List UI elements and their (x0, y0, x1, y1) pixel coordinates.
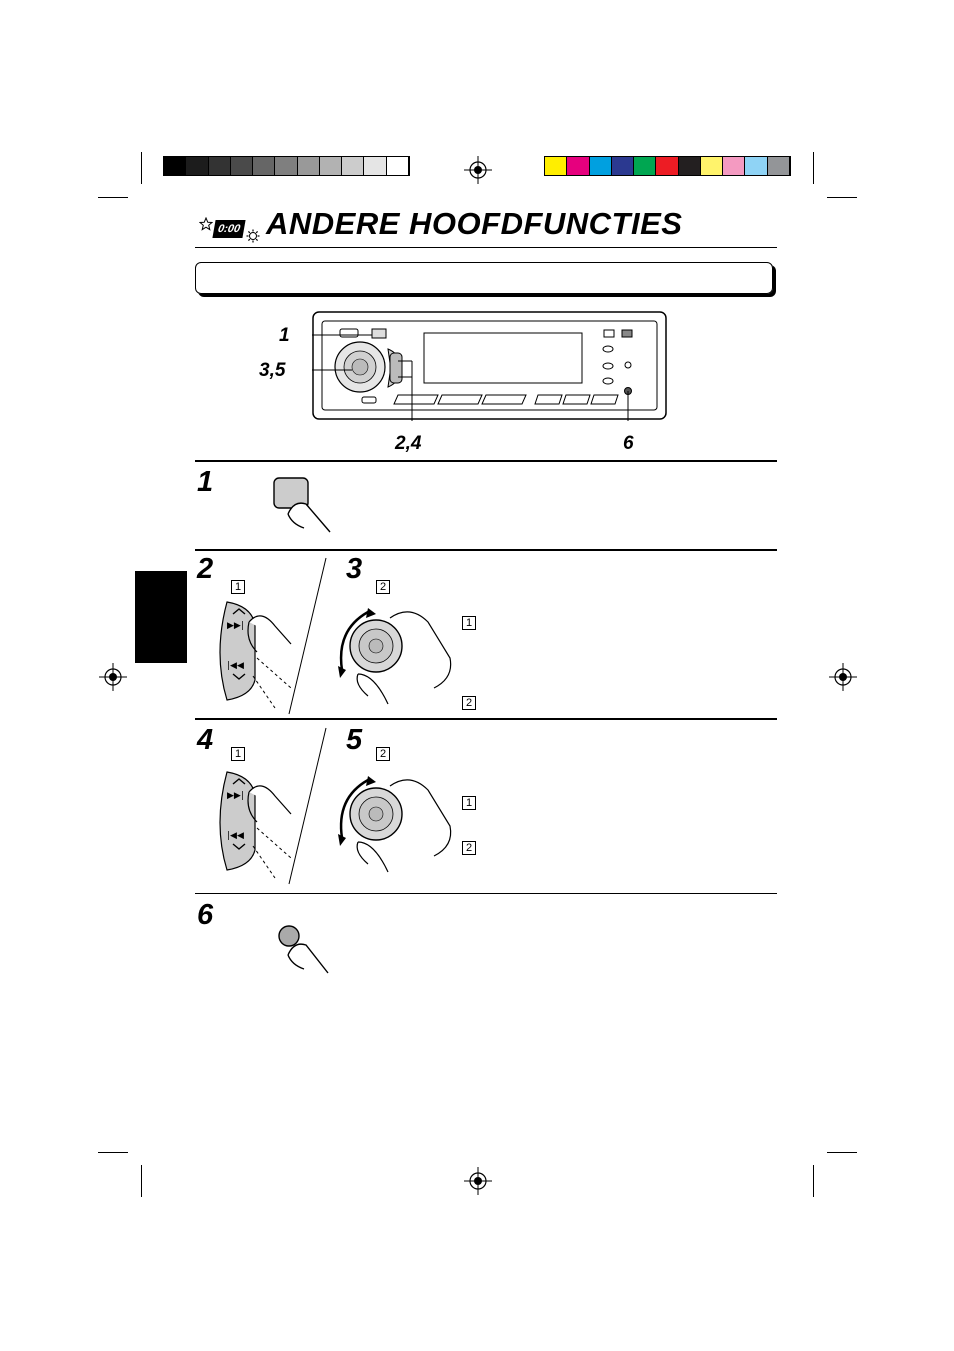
substep-box: 2 (376, 580, 390, 594)
grayscale-calibration-bar (163, 156, 410, 176)
grayscale-swatch (342, 157, 364, 175)
grayscale-swatch (387, 157, 409, 175)
star-icon (199, 217, 213, 231)
step-number-5: 5 (346, 724, 363, 756)
grayscale-swatch (298, 157, 320, 175)
step-divider (195, 460, 777, 462)
crop-mark (827, 197, 857, 198)
color-swatch (768, 157, 790, 175)
step-divider (195, 718, 777, 720)
registration-mark-icon (464, 156, 492, 184)
crop-mark (813, 152, 814, 184)
grayscale-swatch (164, 157, 186, 175)
clock-display-icon: 0:00 (212, 220, 245, 238)
callout-button-1: 1 (279, 325, 290, 346)
color-swatch (612, 157, 634, 175)
track-keys-finger-icon (205, 768, 297, 882)
substep-box: 2 (376, 747, 390, 761)
callout-keys-2-4: 2,4 (395, 433, 422, 454)
color-swatch (545, 157, 567, 175)
svg-text:▶▶|: ▶▶| (227, 621, 244, 631)
color-swatch (656, 157, 678, 175)
registration-mark-icon (99, 663, 127, 691)
crop-mark (98, 1152, 128, 1153)
color-calibration-bar (544, 156, 791, 176)
color-swatch (590, 157, 612, 175)
color-swatch (567, 157, 589, 175)
car-stereo-diagram (312, 311, 668, 421)
note-box: 1 (462, 796, 476, 810)
language-side-tab (135, 571, 187, 663)
crop-mark (98, 197, 128, 198)
crop-mark (813, 1165, 814, 1197)
gear-icon (246, 229, 260, 243)
step-divider (195, 549, 777, 551)
color-swatch (745, 157, 767, 175)
grayscale-swatch (253, 157, 275, 175)
registration-mark-icon (829, 663, 857, 691)
press-small-button-finger-icon (272, 921, 334, 981)
step-number-3: 3 (346, 553, 363, 585)
callout-button-6: 6 (623, 433, 634, 454)
color-swatch (701, 157, 723, 175)
crop-mark (827, 1152, 857, 1153)
crop-mark (141, 152, 142, 184)
svg-text:▶▶|: ▶▶| (227, 791, 244, 801)
step-divider (195, 893, 777, 894)
substep-box: 1 (231, 747, 245, 761)
press-button-finger-icon (268, 474, 334, 538)
rotate-dial-finger-icon (328, 600, 458, 710)
step-number-1: 1 (197, 466, 214, 498)
note-box: 2 (462, 841, 476, 855)
step-number-4: 4 (197, 724, 214, 756)
grayscale-swatch (186, 157, 208, 175)
callout-dial-3-5: 3,5 (259, 360, 286, 381)
grayscale-swatch (364, 157, 386, 175)
crop-mark (141, 1165, 142, 1197)
track-keys-finger-icon (205, 598, 297, 712)
note-box: 2 (462, 696, 476, 710)
note-box: 1 (462, 616, 476, 630)
color-swatch (723, 157, 745, 175)
substep-box: 1 (231, 580, 245, 594)
registration-mark-icon (464, 1167, 492, 1195)
color-swatch (679, 157, 701, 175)
grayscale-swatch (275, 157, 297, 175)
rotate-dial-finger-icon (328, 768, 458, 882)
grayscale-swatch (209, 157, 231, 175)
svg-text:|◀◀: |◀◀ (227, 661, 244, 671)
section-header-box (195, 262, 773, 294)
step-number-2: 2 (197, 553, 214, 585)
color-swatch (634, 157, 656, 175)
page-title: ANDERE HOOFDFUNCTIES (266, 206, 683, 241)
grayscale-swatch (320, 157, 342, 175)
title-underline (195, 247, 777, 248)
svg-text:|◀◀: |◀◀ (227, 831, 244, 841)
step-number-6: 6 (197, 899, 214, 931)
grayscale-swatch (231, 157, 253, 175)
